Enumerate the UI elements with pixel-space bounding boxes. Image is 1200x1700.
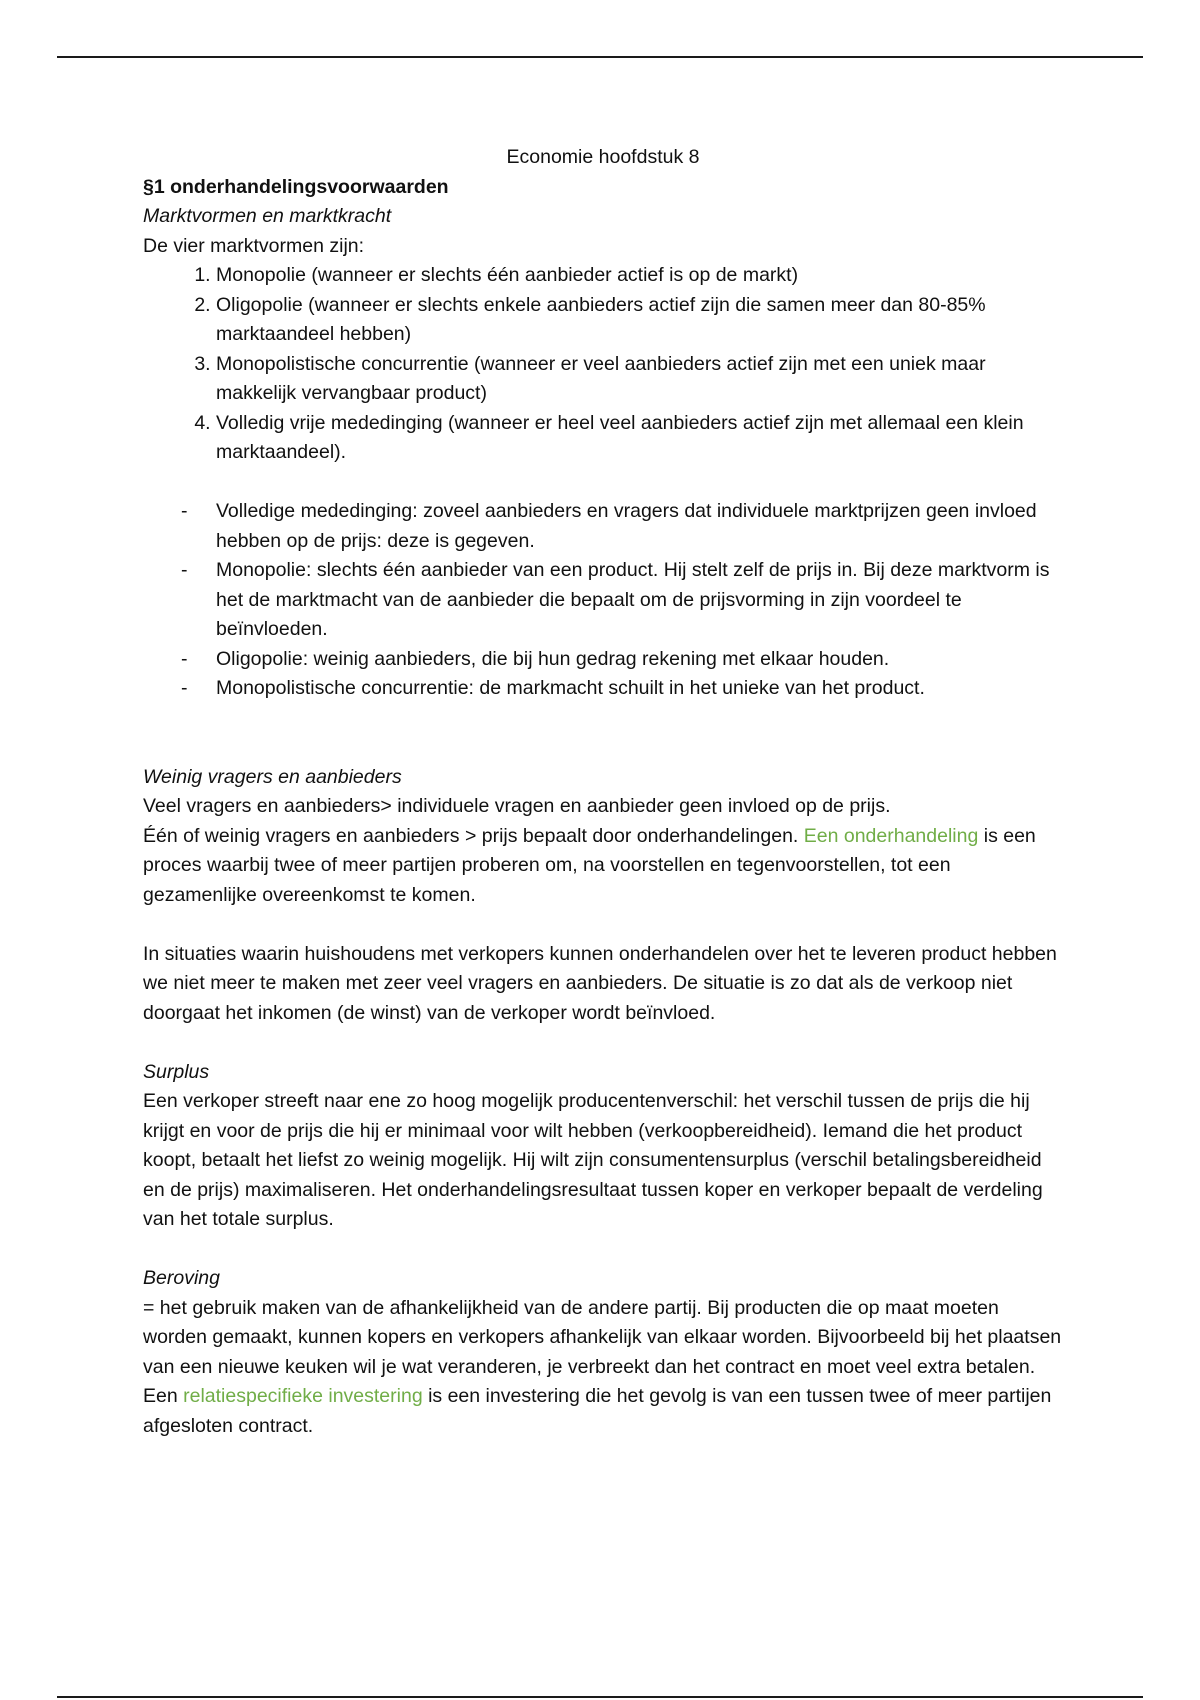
document-title: Economie hoofdstuk 8 xyxy=(506,146,700,168)
list-item: - Monopolistische concurrentie: de markmacht schuilt in het unieke van het product. xyxy=(143,674,1063,704)
spacer xyxy=(143,468,1063,498)
beroving-paragraph xyxy=(143,1294,1063,1442)
weinig-line-2-start: Één of weinig vragers en aanbieders > prijs bepaalt door onderhandelingen. xyxy=(143,824,804,847)
header-rule xyxy=(57,56,1143,58)
weinig-paragraph-2: In situaties waarin huishoudens met verkopers kunnen onderhandelen over het te leveren product hebben we niet meer te maken met zeer veel vragers en aanbieders. De situatie is zo dat als de verkoop niet doorgaat het inkomen (de winst) van de verkoper wordt beïnvloed. xyxy=(143,942,1057,1024)
weinig-line-2-end: is een proces waarbij twee of meer partijen proberen om, na voorstellen en tegenvoorstellen, tot een gezamenlijke overeenkomst te komen. xyxy=(143,824,1036,906)
list-item: 4. Volledig vrije mededinging (wanneer er heel veel aanbieders actief zijn met allemaal een klein marktaandeel). xyxy=(216,409,1063,468)
subheading-weinig-vragers: Weinig vragers en aanbieders xyxy=(143,765,402,788)
highlight-term-relatiespecifieke-investering: relatiespecifieke investering xyxy=(183,1385,423,1407)
spacer xyxy=(143,1028,1063,1058)
section-heading: §1 onderhandelingsvoorwaarden xyxy=(143,175,449,198)
list-item: 2. Oligopolie (wanneer er slechts enkele aanbieders actief zijn die samen meer dan 80-85% marktaandeel hebben) xyxy=(216,291,1063,350)
subheading-surplus: Surplus xyxy=(143,1060,210,1083)
spacer xyxy=(143,910,1063,940)
weinig-line-1: Veel vragers en aanbieders> individuele vragen en aanbieder geen invloed op de prijs. xyxy=(143,795,891,817)
highlight-term-onderhandeling: Een onderhandeling xyxy=(803,824,979,847)
list-item: 1. Monopolie (wanneer er slechts één aanbieder actief is op de markt) xyxy=(216,261,1063,291)
footer-rule xyxy=(57,1696,1143,1698)
beroving-paragraph-end: is een investering die het gevolg is van een tussen twee of meer partijen afgesloten contract. xyxy=(143,1385,1052,1437)
marktvormen-intro: De vier marktvormen zijn: xyxy=(143,234,365,257)
marktvormen-numbered-list xyxy=(143,261,1063,468)
subheading-beroving: Beroving xyxy=(143,1267,220,1289)
beroving-paragraph-start: = het gebruik maken van de afhankelijkheid van de andere partij. Bij producten die op maat moeten worden gemaakt, kunnen kopers en verkopers afhankelijk van elkaar worden. Bijvoorbeeld bij het plaatsen van een nieuwe keuken wil je wat veranderen, je verbreekt dan het contract en moet veel extra betalen. Een xyxy=(143,1296,1062,1407)
surplus-paragraph: Een verkoper streeft naar ene zo hoog mogelijk producentenverschil: het verschil tussen de prijs die hij krijgt en voor de prijs die hij er minimaal voor wilt hebben (verkoopbereidheid). Iemand die het product koopt, betaalt het liefst zo weinig mogelijk. Hij wilt zijn consumentensurplus (verschil betalingsbereidheid en de prijs) maximaliseren. Het onderhandelingsresultaat tussen koper en verkoper bepaalt de verdeling van het totale surplus. xyxy=(143,1090,1043,1230)
list-item: - Oligopolie: weinig aanbieders, die bij hun gedrag rekening met elkaar houden. xyxy=(143,645,1063,675)
document-body xyxy=(143,143,1063,1441)
subheading-marktvormen: Marktvormen en marktkracht xyxy=(143,205,392,227)
spacer xyxy=(143,704,1063,763)
list-item: - Volledige mededinging: zoveel aanbieders en vragers dat individuele marktprijzen geen invloed hebben op de prijs: deze is gegeven. xyxy=(143,497,1063,556)
spacer xyxy=(143,1235,1063,1265)
weinig-line-2 xyxy=(143,822,1063,911)
marktvormen-dash-list xyxy=(143,497,1063,704)
list-item: - Monopolie: slechts één aanbieder van een product. Hij stelt zelf de prijs in. Bij deze marktvorm is het de marktmacht van de aanbieder die bepaalt om de prijsvorming in zijn voordeel te beïnvloeden. xyxy=(143,556,1063,645)
list-item: 3. Monopolistische concurrentie (wanneer er veel aanbieders actief zijn met een uniek maar makkelijk vervangbaar product) xyxy=(216,350,1063,409)
